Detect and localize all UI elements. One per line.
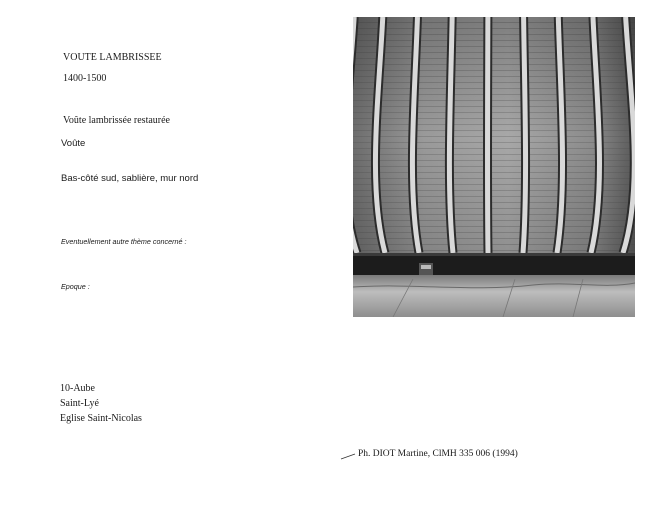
- category: Voûte: [61, 138, 86, 149]
- date-range: 1400-1500: [63, 73, 107, 84]
- photo-credit: Ph. DIOT Martine, ClMH 335 006 (1994): [358, 449, 518, 459]
- record-title: VOUTE LAMBRISSEE: [63, 52, 162, 63]
- credit-dash: [340, 452, 356, 460]
- vault-photo: [353, 17, 635, 317]
- vault-rib: [487, 17, 488, 253]
- place-building: Eglise Saint-Nicolas: [60, 413, 142, 424]
- designation: Voûte lambrissée restaurée: [63, 115, 170, 126]
- place-commune: Saint-Lyé: [60, 398, 99, 409]
- place-department: 10-Aube: [60, 383, 95, 394]
- epoch-label: Epoque :: [61, 282, 90, 291]
- vault-rib: [523, 17, 526, 253]
- location-detail: Bas-côté sud, sablière, mur nord: [61, 173, 199, 184]
- other-theme-label: Eventuellement autre thème concerné :: [61, 237, 187, 246]
